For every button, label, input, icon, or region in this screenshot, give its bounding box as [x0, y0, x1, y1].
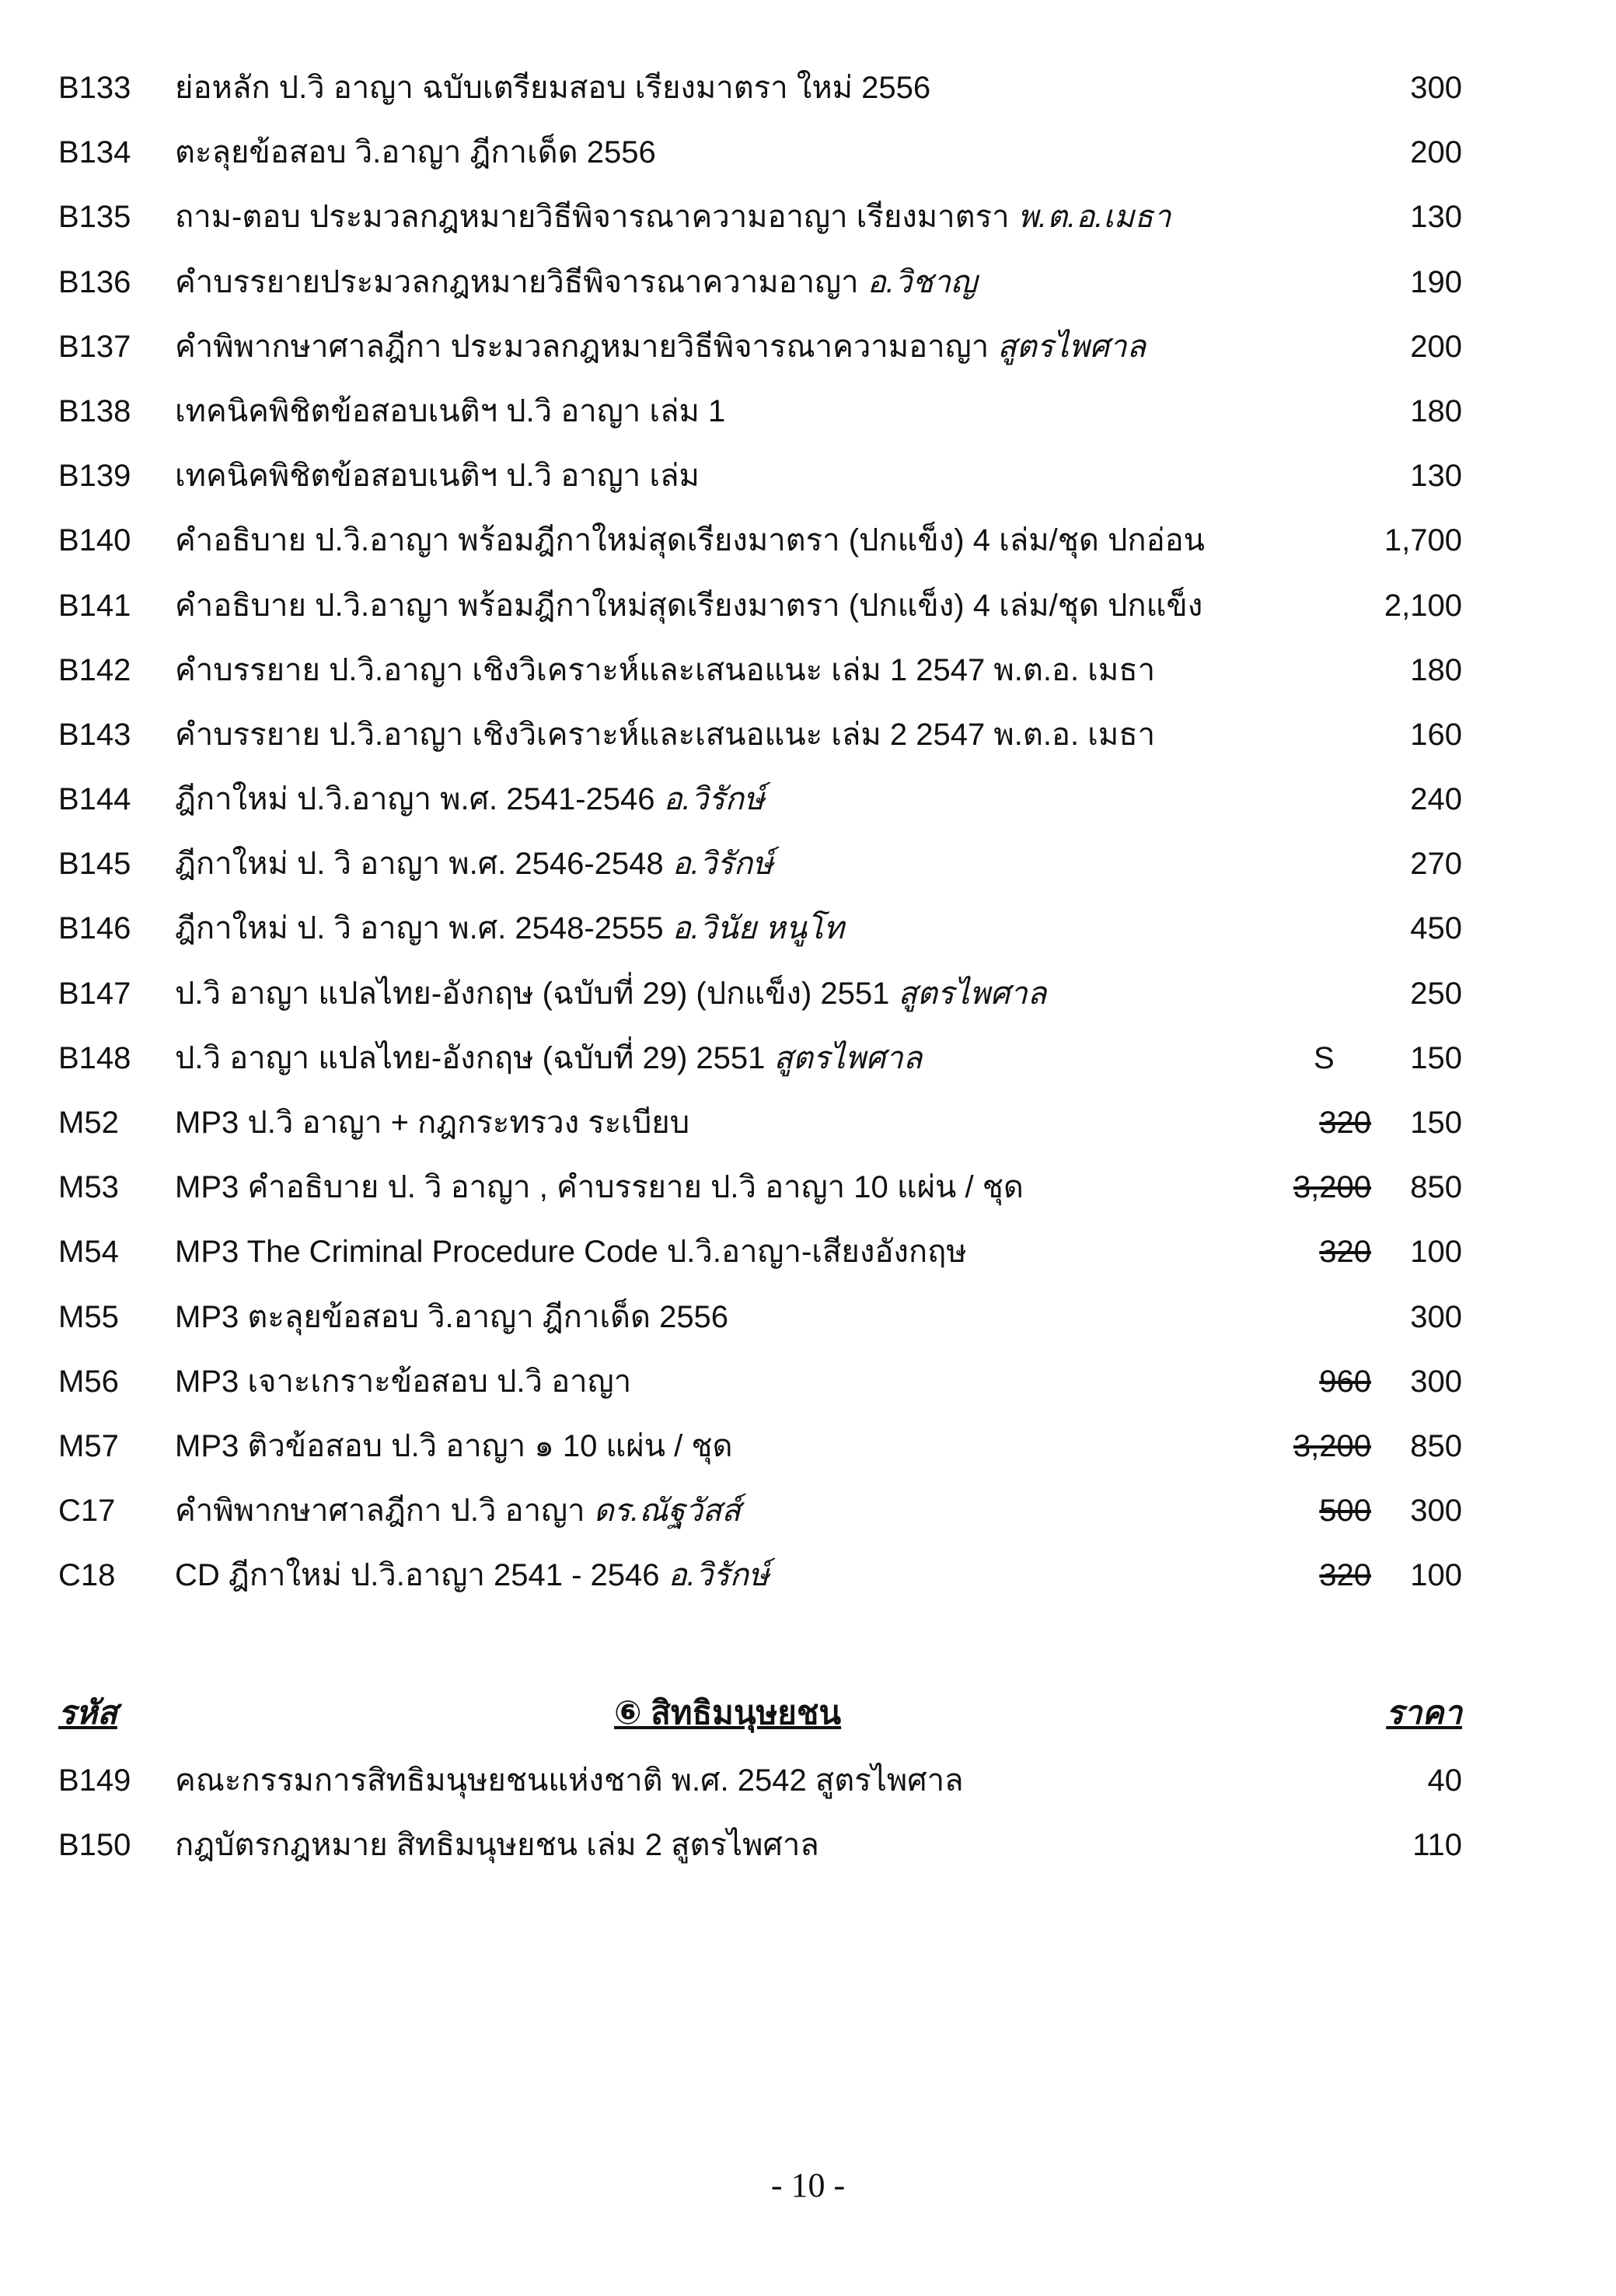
item-old-price: 320 — [1319, 1106, 1371, 1140]
catalog-row — [0, 1220, 1616, 1284]
item-description: คำอธิบาย ป.วิ.อาญา พร้อมฎีกาใหม่สุดเรียงมาตรา (ปกแข็ง) 4 เล่ม/ชุด ปกแข็ง — [175, 588, 1203, 623]
item-description-wrap — [175, 1285, 728, 1350]
catalog-row — [0, 1479, 1616, 1543]
item-description-wrap — [175, 1813, 819, 1878]
catalog-row — [0, 638, 1616, 703]
catalog-row — [0, 1155, 1616, 1220]
item-price: 200 — [1410, 135, 1462, 170]
item-description: คำบรรยาย ป.วิ.อาญา เชิงวิเคราะห์และเสนอแนะ เล่ม 1 2547 พ.ต.อ. เมธา — [175, 652, 1156, 687]
section-title: ⑥ สิทธิมนุษยชน — [614, 1694, 842, 1731]
item-description: คำบรรยายประมวลกฎหมายวิธีพิจารณาความอาญา — [175, 264, 859, 299]
item-code: M55 — [58, 1299, 119, 1334]
item-description-wrap — [175, 379, 725, 444]
item-code: B141 — [58, 588, 131, 623]
item-description: ป.วิ อาญา แปลไทย-อังกฤษ (ฉบับที่ 29) (ปกแข็ง) 2551 — [175, 976, 890, 1011]
item-price: 190 — [1410, 264, 1462, 299]
item-code: B135 — [58, 200, 131, 235]
item-price: 180 — [1410, 393, 1462, 428]
item-description-wrap — [175, 1414, 732, 1479]
item-price: 150 — [1410, 1106, 1462, 1140]
item-price: 850 — [1410, 1428, 1462, 1463]
item-description-wrap — [175, 1220, 967, 1284]
item-old-price: 320 — [1319, 1558, 1371, 1593]
item-price: 300 — [1410, 71, 1462, 105]
item-description: ฎีกาใหม่ ป. วิ อาญา พ.ศ. 2546-2548 — [175, 847, 664, 882]
item-author: อ.วิรักษ์ — [663, 782, 765, 817]
item-author: ดร.ณัฐวัสส์ — [593, 1494, 741, 1529]
item-old-price: 500 — [1319, 1494, 1371, 1529]
catalog-row — [0, 1414, 1616, 1479]
item-price: 100 — [1410, 1235, 1462, 1270]
item-description-wrap — [175, 767, 764, 832]
item-old-price: 320 — [1319, 1235, 1371, 1270]
item-old-price: 3,200 — [1293, 1170, 1371, 1205]
item-code: B136 — [58, 264, 131, 299]
item-description-wrap — [175, 638, 1155, 703]
item-description: เทคนิคพิชิตข้อสอบเนติฯ ป.วิ อาญา เล่ม 1 — [175, 393, 726, 428]
catalog-row — [0, 1026, 1616, 1091]
item-description: คำพิพากษาศาลฎีกา ประมวลกฎหมายวิธีพิจารณาความอาญา — [175, 329, 989, 364]
item-author: อ.วิรักษ์ — [668, 1558, 770, 1593]
item-author: สูตรไพศาล — [773, 1040, 923, 1075]
item-author: สูตรไพศาล — [997, 329, 1147, 364]
item-description-wrap — [175, 1749, 964, 1813]
catalog-row — [0, 379, 1616, 444]
catalog-row — [0, 1749, 1616, 1813]
catalog-row — [0, 185, 1616, 250]
catalog-row — [0, 896, 1616, 961]
item-price: 160 — [1410, 717, 1462, 752]
item-code: M52 — [58, 1106, 119, 1140]
item-price: 450 — [1410, 911, 1462, 946]
item-description-wrap — [175, 896, 844, 961]
item-price: 40 — [1427, 1763, 1462, 1798]
item-author: อ.วิรักษ์ — [672, 847, 773, 882]
item-price: 200 — [1410, 329, 1462, 364]
item-price: 2,100 — [1384, 588, 1462, 623]
item-description-wrap — [175, 1543, 769, 1608]
item-description-wrap — [175, 56, 930, 121]
catalog-row — [0, 508, 1616, 573]
catalog-row — [0, 444, 1616, 508]
item-description-wrap — [175, 1026, 922, 1091]
item-price: 300 — [1410, 1299, 1462, 1334]
item-description: ถาม-ตอบ ประมวลกฎหมายวิธีพิจารณาความอาญา เรียงมาตรา — [175, 200, 1010, 235]
item-description: MP3 ติวข้อสอบ ป.วิ อาญา ๑ 10 แผ่น / ชุด — [175, 1428, 733, 1463]
item-code: B146 — [58, 911, 131, 946]
item-code: B149 — [58, 1763, 131, 1798]
item-description: MP3 ตะลุยข้อสอบ วิ.อาญา ฎีกาเด็ด 2556 — [175, 1299, 729, 1334]
item-description: ฎีกาใหม่ ป. วิ อาญา พ.ศ. 2548-2555 — [175, 911, 664, 946]
item-description: MP3 คำอธิบาย ป. วิ อาญา , คำบรรยาย ป.วิ อาญา 10 แผ่น / ชุด — [175, 1170, 1024, 1205]
item-price: 300 — [1410, 1364, 1462, 1399]
catalog-list-human-rights — [0, 1749, 1616, 1878]
catalog-row — [0, 1350, 1616, 1414]
item-code: B133 — [58, 71, 131, 105]
catalog-row — [0, 1285, 1616, 1350]
item-code: B134 — [58, 135, 131, 170]
item-description: คณะกรรมการสิทธิมนุษยชนแห่งชาติ พ.ศ. 2542 สูตรไพศาล — [175, 1763, 964, 1798]
item-code: M56 — [58, 1364, 119, 1399]
item-description-wrap — [175, 962, 1046, 1026]
item-description-wrap — [175, 121, 656, 185]
item-description-wrap — [175, 1350, 631, 1414]
item-code: B147 — [58, 976, 131, 1011]
item-price: 180 — [1410, 652, 1462, 687]
item-description: กฎบัตรกฎหมาย สิทธิมนุษยชน เล่ม 2 สูตรไพศาล — [175, 1828, 819, 1863]
catalog-row — [0, 315, 1616, 379]
item-code: B144 — [58, 782, 131, 817]
item-description-wrap — [175, 574, 1202, 638]
item-code: B150 — [58, 1828, 131, 1863]
item-description-wrap — [175, 832, 773, 896]
item-description: คำอธิบาย ป.วิ.อาญา พร้อมฎีกาใหม่สุดเรียงมาตรา (ปกแข็ง) 4 เล่ม/ชุด ปกอ่อน — [175, 523, 1205, 558]
page-number: - 10 - — [770, 2166, 846, 2204]
item-author: สูตรไพศาล — [898, 976, 1047, 1011]
item-description: MP3 ป.วิ อาญา + กฎกระทรวง ระเบียบ — [175, 1106, 690, 1140]
item-code: C17 — [58, 1494, 116, 1529]
item-flag: S — [1314, 1040, 1335, 1075]
item-price: 150 — [1410, 1040, 1462, 1075]
item-code: B148 — [58, 1040, 131, 1075]
catalog-row — [0, 1091, 1616, 1155]
item-price: 850 — [1410, 1170, 1462, 1205]
item-description-wrap — [175, 1091, 689, 1155]
item-code: C18 — [58, 1558, 116, 1593]
item-description: เทคนิคพิชิตข้อสอบเนติฯ ป.วิ อาญา เล่ม — [175, 459, 700, 494]
item-description: ป.วิ อาญา แปลไทย-อังกฤษ (ฉบับที่ 29) 2551 — [175, 1040, 766, 1075]
item-description: MP3 The Criminal Procedure Code ป.วิ.อาญา-เสียงอังกฤษ — [175, 1235, 967, 1270]
item-author: อ.วินัย หนูโท — [672, 911, 844, 946]
item-price: 130 — [1410, 200, 1462, 235]
catalog-row — [0, 767, 1616, 832]
catalog-row — [0, 703, 1616, 767]
item-code: B139 — [58, 459, 131, 494]
item-description: ฎีกาใหม่ ป.วิ.อาญา พ.ศ. 2541-2546 — [175, 782, 655, 817]
item-old-price: 3,200 — [1293, 1428, 1371, 1463]
item-code: M53 — [58, 1170, 119, 1205]
item-price: 270 — [1410, 847, 1462, 882]
item-price: 300 — [1410, 1494, 1462, 1529]
code-column-header: รหัส — [58, 1694, 117, 1731]
catalog-row — [0, 1543, 1616, 1608]
item-price: 240 — [1410, 782, 1462, 817]
item-description: CD ฎีกาใหม่ ป.วิ.อาญา 2541 - 2546 — [175, 1558, 660, 1593]
item-description: ย่อหลัก ป.วิ อาญา ฉบับเตรียมสอบ เรียงมาตรา ใหม่ 2556 — [175, 71, 931, 105]
section-header — [0, 1687, 1616, 1739]
price-column-header: ราคา — [1386, 1694, 1462, 1731]
item-code: B140 — [58, 523, 131, 558]
item-price: 100 — [1410, 1558, 1462, 1593]
item-author: อ.วิชาญ — [867, 264, 978, 299]
catalog-row — [0, 250, 1616, 315]
item-code: B138 — [58, 393, 131, 428]
item-code: M57 — [58, 1428, 119, 1463]
item-description-wrap — [175, 185, 1171, 250]
item-description-wrap — [175, 508, 1205, 573]
catalog-row — [0, 56, 1616, 121]
item-description: MP3 เจาะเกราะข้อสอบ ป.วิ อาญา — [175, 1364, 632, 1399]
item-price: 110 — [1412, 1828, 1462, 1863]
catalog-row — [0, 574, 1616, 638]
item-old-price: 960 — [1319, 1364, 1371, 1399]
item-price: 1,700 — [1384, 523, 1462, 558]
item-code: B143 — [58, 717, 131, 752]
catalog-row — [0, 832, 1616, 896]
item-code: B145 — [58, 847, 131, 882]
item-description: คำบรรยาย ป.วิ.อาญา เชิงวิเคราะห์และเสนอแนะ เล่ม 2 2547 พ.ต.อ. เมธา — [175, 717, 1156, 752]
item-code: B137 — [58, 329, 131, 364]
catalog-row — [0, 121, 1616, 185]
item-code: B142 — [58, 652, 131, 687]
item-price: 130 — [1410, 459, 1462, 494]
item-description: คำพิพากษาศาลฎีกา ป.วิ อาญา — [175, 1494, 585, 1529]
catalog-row — [0, 1813, 1616, 1878]
item-description-wrap — [175, 1479, 741, 1543]
item-description: ตะลุยข้อสอบ วิ.อาญา ฎีกาเด็ด 2556 — [175, 135, 656, 170]
catalog-row — [0, 962, 1616, 1026]
item-description-wrap — [175, 315, 1146, 379]
item-price: 250 — [1410, 976, 1462, 1011]
item-description-wrap — [175, 1155, 1024, 1220]
item-author: พ.ต.อ.เมธา — [1017, 200, 1171, 235]
item-description-wrap — [175, 444, 700, 508]
catalog-list — [0, 56, 1616, 1609]
item-description-wrap — [175, 250, 977, 315]
item-code: M54 — [58, 1235, 119, 1270]
item-description-wrap — [175, 703, 1155, 767]
